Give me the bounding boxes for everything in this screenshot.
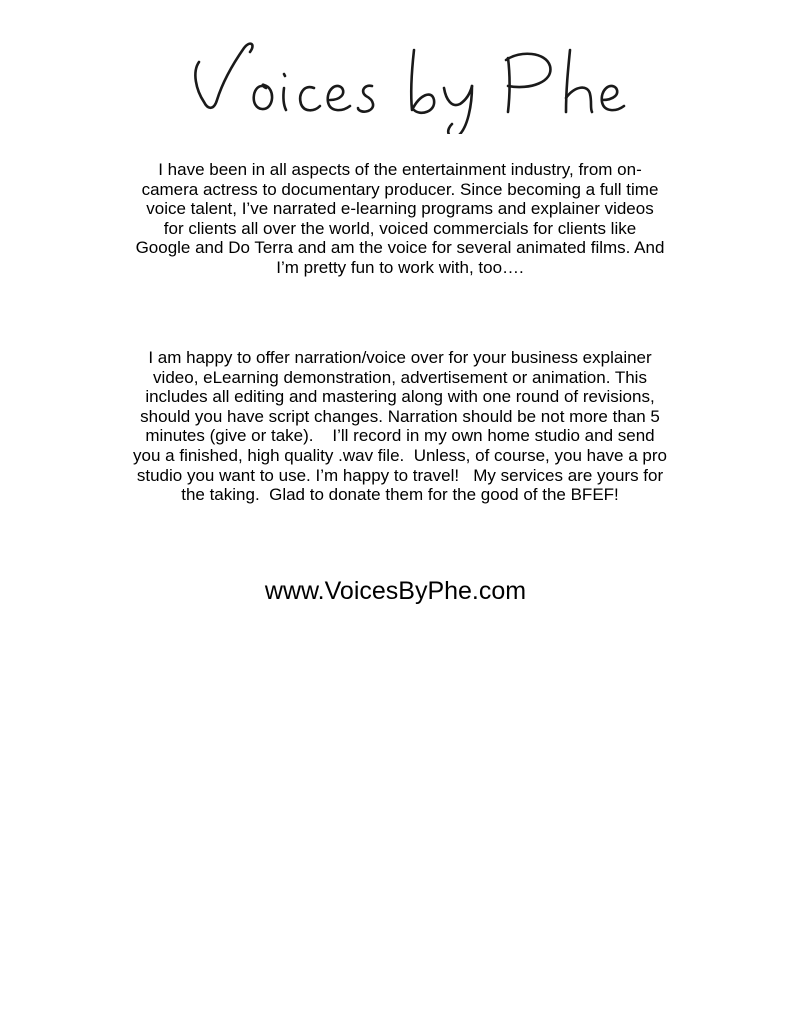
- offer-paragraph: [100, 348, 700, 505]
- intro-line: voice talent, I’ve narrated e-learning programs and explainer videos: [146, 199, 654, 219]
- offer-line: you a finished, high quality .wav file. Unless, of course, you have a pro: [133, 445, 667, 465]
- intro-line: I’m pretty fun to work with, too….: [276, 257, 524, 277]
- intro-line: for clients all over the world, voiced commercials for clients like: [163, 218, 637, 238]
- intro-line: Google and Do Terra and am the voice for several animated films. And: [135, 238, 665, 258]
- logo-script-drawing: [0, 24, 791, 134]
- intro-line: I have been in all aspects of the entertainment industry, from on-: [158, 160, 642, 179]
- intro-paragraph: [100, 160, 700, 278]
- offer-line: the taking. Glad to donate them for the good of the BFEF!: [181, 485, 619, 505]
- offer-line: studio you want to use. I’m happy to travel! My services are yours for: [136, 465, 664, 485]
- intro-line: camera actress to documentary producer. Since becoming a full time: [141, 179, 659, 199]
- offer-line: I am happy to offer narration/voice over for your business explainer: [148, 348, 652, 367]
- website-url: www.VoicesByPhe.com: [264, 577, 527, 605]
- handwritten-logo: [0, 24, 791, 134]
- offer-line: video, eLearning demonstration, advertisement or animation. This: [153, 367, 647, 387]
- offer-line: should you have script changes. Narration should be not more than 5: [140, 406, 660, 426]
- offer-line: includes all editing and mastering along with one round of revisions,: [145, 387, 655, 407]
- offer-line: minutes (give or take). I’ll record in my own home studio and send: [145, 426, 655, 446]
